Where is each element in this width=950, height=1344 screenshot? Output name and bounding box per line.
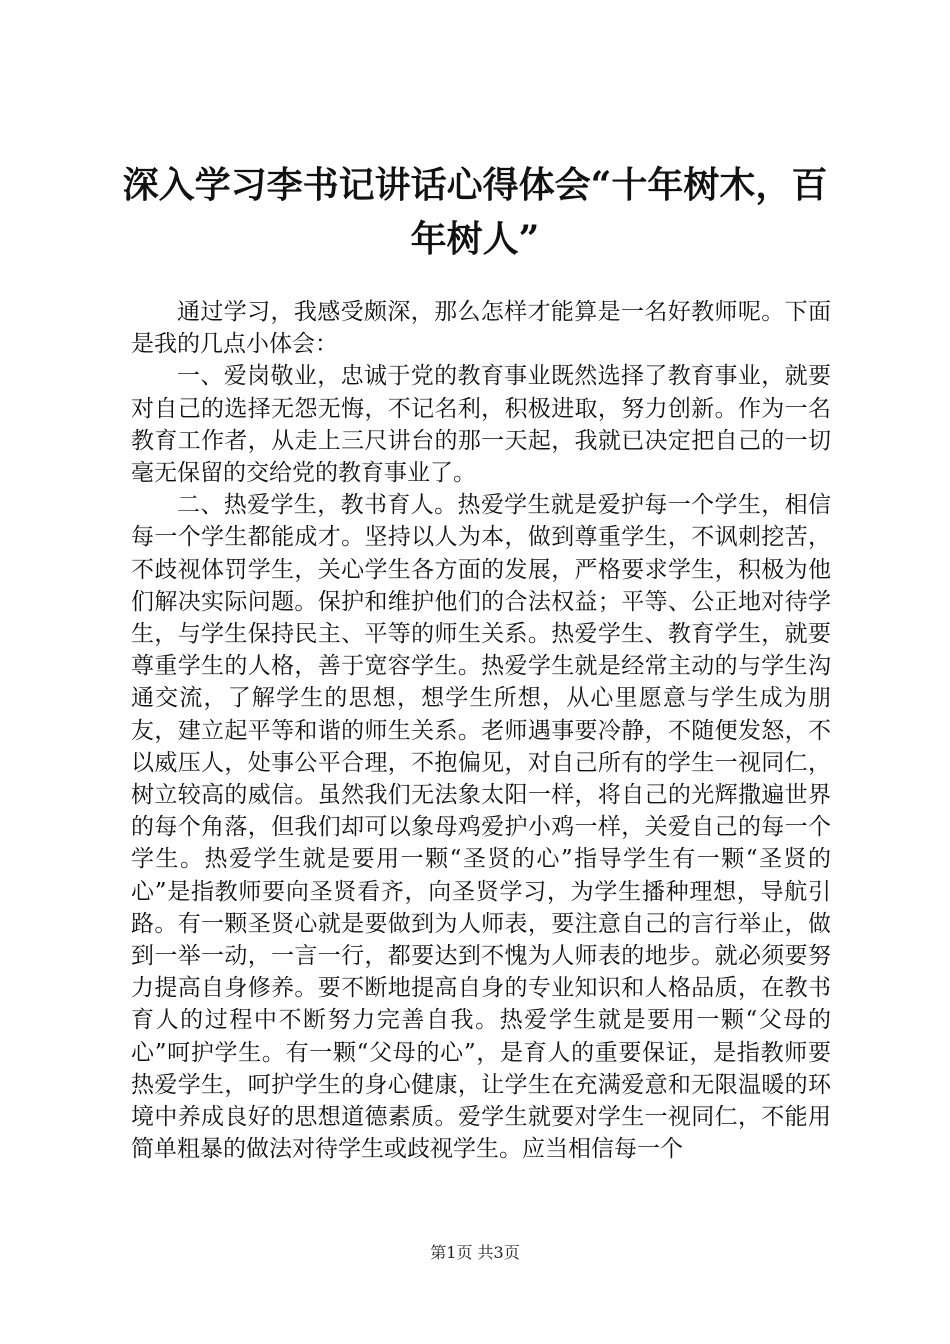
document-body <box>131 296 831 1165</box>
document-title: 深入学习李书记讲话心得体会“十年树木，百年树人” <box>122 164 828 260</box>
paragraph-point-two: 二、热爱学生，教书育人。热爱学生就是爱护每一个学生，相信每一个学生都能成才。坚持以人为本，做到尊重学生，不讽刺挖苦，不歧视体罚学生，关心学生各方面的发展，严格要求学生，积极为他们解决实际问题。保护和维护他们的合法权益；平等、公正地对待学生，与学生保持民主、平等的师生关系。热爱学生、教育学生，就要尊重学生的人格，善于宽容学生。热爱学生就是经常主动的与学生沟通交流，了解学生的思想，想学生所想，从心里愿意与学生成为朋友，建立起平等和谐的师生关系。老师遇事要冷静，不随便发怒，不以威压人，处事公平合理，不抱偏见，对自己所有的学生一视同仁，树立较高的威信。虽然我们无法象太阳一样，将自己的光辉撒遍世界的每个角落，但我们却可以象母鸡爱护小鸡一样，关爱自己的每一个学生。热爱学生就是要用一颗“圣贤的心”指导学生有一颗“圣贤的心”是指教师要向圣贤看齐，向圣贤学习，为学生播种理想，导航引路。有一颗圣贤心就是要做到为人师表，要注意自己的言行举止，做到一举一动，一言一行，都要达到不愧为人师表的地步。就必须要努力提高自身修养。要不断地提高自身的专业知识和人格品质，在教书育人的过程中不断努力完善自我。热爱学生就是要用一颗“父母的心”呵护学生。有一颗“父母的心”，是育人的重要保证，是指教师要热爱学生，呵护学生的身心健康，让学生在充满爱意和无限温暖的环境中养成良好的思想道德素质。爱学生就要对学生一视同仁，不能用简单粗暴的做法对待学生或歧视学生。应当相信每一个 <box>131 492 831 1163</box>
paragraph-point-one: 一、爱岗敬业，忠诚于党的教育事业既然选择了教育事业，就要对自己的选择无怨无悔，不记名利，积极进取，努力创新。作为一名教育工作者，从走上三尺讲台的那一天起，我就已决定把自己的一切毫无保留的交给党的教育事业了。 <box>131 363 831 487</box>
page-number-footer: 第1页 共3页 <box>430 1243 520 1262</box>
paragraph-intro: 通过学习，我感受颇深，那么怎样才能算是一名好教师呢。下面是我的几点小体会： <box>131 299 831 358</box>
